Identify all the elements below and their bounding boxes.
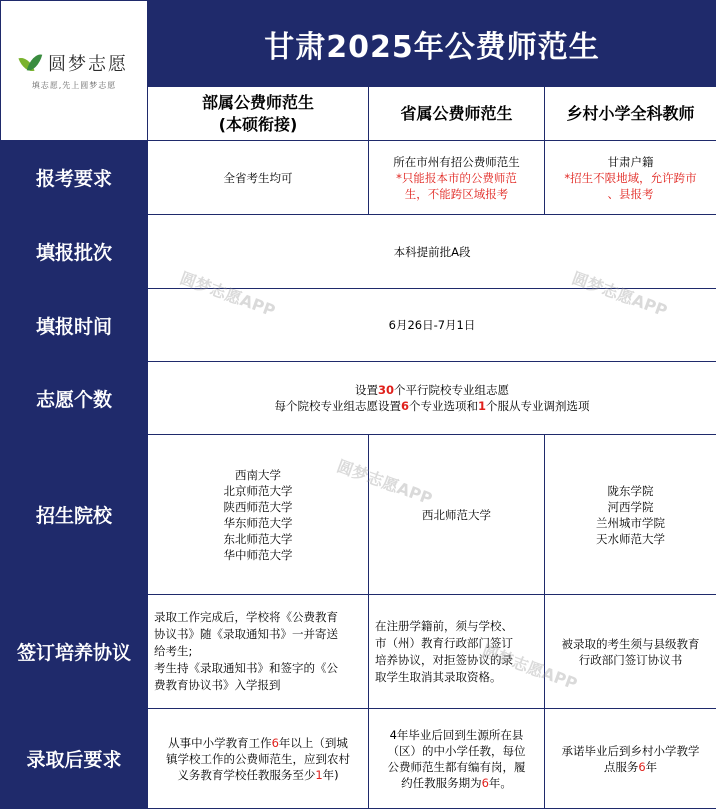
requirement-rural xyxy=(545,141,716,215)
requirement-rural-note2: 、县报考 xyxy=(607,186,654,201)
after-number: 6 xyxy=(481,775,489,790)
after-line: 承诺毕业后到乡村小学教学 xyxy=(561,743,700,758)
header-ministry xyxy=(148,87,369,141)
agreement-ministry xyxy=(148,595,369,709)
after-line xyxy=(369,775,544,791)
after-text: 约任教服务期为 xyxy=(401,775,482,790)
agreement-line: 培养协议，对拒签协议的录 xyxy=(375,652,513,667)
after-line: 4年毕业后回到生源所在县 xyxy=(389,727,524,742)
logo-name: 圆梦志愿 xyxy=(48,54,128,75)
agreement-rural xyxy=(545,595,716,709)
after-line: 镇学校工作的公费师范生，应到农村 xyxy=(166,751,350,766)
header-ministry-line1: 部属公费师范生 xyxy=(201,92,314,112)
after-text: 从事中小学教育工作 xyxy=(168,735,272,750)
choices-line1 xyxy=(148,382,716,398)
after-line xyxy=(545,759,716,775)
after-line xyxy=(148,735,368,751)
choices-text: 每个院校专业组志愿设置 xyxy=(274,399,401,413)
agreement-line: 协议书》随《录取通知书》一并寄送 xyxy=(154,627,338,641)
row-label-after: 录取后要求 xyxy=(1,709,148,809)
requirement-ministry: 全省考生均可 xyxy=(148,141,369,215)
school-item: 陇东学院 xyxy=(607,483,654,498)
page-title: 甘肃2025年公费师范生 xyxy=(148,1,716,87)
batch-value: 本科提前批A段 xyxy=(148,215,716,289)
header-provincial: 省属公费师范生 xyxy=(369,87,545,141)
logo-cell xyxy=(1,1,148,141)
after-number: 1 xyxy=(315,767,323,782)
agreement-provincial xyxy=(369,595,545,709)
requirement-rural-note1: *招生不限地域，允许跨市 xyxy=(564,170,697,185)
choices-text: 设置 xyxy=(355,383,378,397)
logo-slogan: 填志愿,先上圆梦志愿 xyxy=(31,81,117,90)
row-label-schools: 招生院校 xyxy=(1,435,148,595)
agreement-line: 被录取的考生须与县级教育 xyxy=(561,636,700,651)
row-label-requirement: 报考要求 xyxy=(1,141,148,215)
schools-provincial: 西北师范大学 xyxy=(369,435,545,595)
after-ministry xyxy=(148,709,369,809)
header-ministry-line2: (本硕衔接) xyxy=(218,114,298,134)
header-rural: 乡村小学全科教师 xyxy=(545,87,716,141)
school-item: 东北师范大学 xyxy=(223,531,293,546)
school-item: 西南大学 xyxy=(235,467,281,482)
requirement-provincial xyxy=(369,141,545,215)
agreement-line: 给考生; xyxy=(154,644,193,658)
after-line xyxy=(148,767,368,783)
agreement-line: 录取工作完成后，学校将《公费教育 xyxy=(154,610,338,624)
choices-number: 30 xyxy=(378,383,395,397)
after-number: 6 xyxy=(271,735,279,750)
choices-text: 个服从专业调剂选项 xyxy=(486,399,590,413)
logo-leaf-icon xyxy=(20,50,42,76)
school-item: 华东师范大学 xyxy=(223,515,293,530)
school-item: 华中师范大学 xyxy=(223,547,293,562)
after-line: 公费师范生都有编有岗，履 xyxy=(387,759,526,774)
after-text: 点服务 xyxy=(603,759,639,774)
schools-rural xyxy=(545,435,716,595)
choices-line2 xyxy=(148,398,716,414)
row-label-choices: 志愿个数 xyxy=(1,362,148,435)
after-text: 年以上（到城 xyxy=(278,735,348,750)
agreement-line: 考生持《录取通知书》和签字的《公 xyxy=(154,661,338,675)
after-text: 年 xyxy=(645,759,658,774)
requirement-provincial-note2: 生，不能跨区域报考 xyxy=(404,186,509,201)
school-item: 河西学院 xyxy=(607,499,654,514)
choices-value xyxy=(148,362,716,435)
school-item: 兰州城市学院 xyxy=(596,515,666,530)
after-rural xyxy=(545,709,716,809)
after-text: 年。 xyxy=(488,775,512,790)
row-label-batch: 填报批次 xyxy=(1,215,148,289)
agreement-line: 费教育协议书》入学报到 xyxy=(154,678,281,692)
requirement-provincial-note1: *只能报本市的公费师范 xyxy=(396,170,517,185)
agreement-line: 市（州）教育行政部门签订 xyxy=(375,635,513,650)
schools-ministry xyxy=(148,435,369,595)
agreement-line: 行政部门签订协议书 xyxy=(578,652,683,667)
choices-number: 6 xyxy=(401,399,410,413)
watermark: 圆梦志愿APP xyxy=(479,641,580,694)
after-number: 6 xyxy=(638,759,646,774)
school-item: 天水师范大学 xyxy=(596,531,666,546)
agreement-line: 在注册学籍前，须与学校、 xyxy=(375,618,513,633)
after-text: 义务教育学校任教服务至少 xyxy=(177,767,316,782)
row-label-agreement: 签订培养协议 xyxy=(1,595,148,709)
row-label-time: 填报时间 xyxy=(1,289,148,362)
after-line: （区）的中小学任教，每位 xyxy=(387,743,526,758)
school-item: 陕西师范大学 xyxy=(223,499,293,514)
choices-text: 个专业选项和 xyxy=(409,399,479,413)
agreement-line: 取学生取消其录取资格。 xyxy=(375,669,502,684)
watermark: 圆梦志愿APP xyxy=(334,456,435,509)
after-text: 年) xyxy=(322,767,339,782)
requirement-rural-text: 甘肃户籍 xyxy=(607,154,654,169)
after-provincial xyxy=(369,709,545,809)
choices-text: 个平行院校专业组志愿 xyxy=(394,383,510,397)
time-value: 6月26日-7月1日 xyxy=(148,289,716,362)
school-item: 北京师范大学 xyxy=(223,483,293,498)
watermark: 圆梦志愿APP xyxy=(177,268,278,321)
watermark: 圆梦志愿APP xyxy=(569,268,670,321)
requirement-provincial-text: 所在市州有招公费师范生 xyxy=(393,154,520,169)
choices-number: 1 xyxy=(478,399,487,413)
